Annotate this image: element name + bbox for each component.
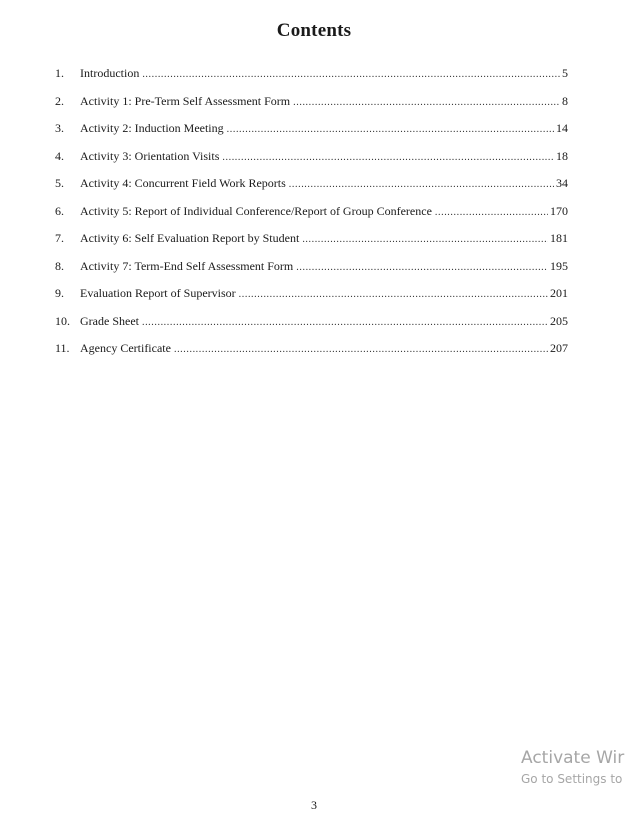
toc-entry-page: 14	[556, 121, 568, 135]
toc-entry-title: Activity 7: Term-End Self Assessment Form	[80, 258, 294, 273]
toc-entry-title: Activity 6: Self Evaluation Report by Student	[80, 231, 300, 245]
toc-entry-page: 207	[550, 341, 568, 355]
toc-entry-title: Activity 2: Induction Meeting	[80, 121, 224, 135]
toc-entry-page: 34	[556, 176, 568, 190]
toc-dot-leader	[239, 289, 548, 300]
toc-dot-leader	[142, 317, 548, 328]
toc-dot-leader	[289, 179, 554, 190]
toc-entry-number: 3.	[55, 121, 64, 135]
toc-entry-title: Grade Sheet	[80, 313, 139, 328]
toc-entry-title: Activity 5: Report of Individual Conference/Report of Group Conference	[80, 203, 432, 218]
toc-entry-page: 8	[562, 93, 568, 108]
toc-entry-page: 18	[556, 148, 568, 163]
toc-entry-title: Activity 3: Orientation Visits	[80, 148, 220, 163]
activate-windows-watermark	[521, 747, 628, 789]
page-title: Contents	[276, 20, 352, 41]
toc-entry-introduction	[55, 66, 568, 94]
toc-entry-grade-sheet	[55, 314, 568, 342]
toc-entry-page: 170	[550, 203, 568, 218]
table-of-contents	[55, 66, 568, 369]
toc-dot-leader	[293, 97, 560, 108]
toc-entry-page: 201	[550, 286, 568, 300]
toc-entry-number: 5.	[55, 176, 64, 190]
toc-entry-activity-7	[55, 259, 568, 287]
toc-entry-activity-2	[55, 121, 568, 149]
toc-dot-leader	[227, 124, 554, 135]
toc-entry-activity-3	[55, 149, 568, 177]
toc-entry-activity-4	[55, 176, 568, 204]
toc-dot-leader	[435, 207, 548, 218]
toc-entry-number: 11.	[55, 341, 70, 355]
toc-entry-number: 7.	[55, 231, 64, 245]
toc-entry-number: 2.	[55, 93, 64, 108]
toc-entry-title: Agency Certificate	[80, 341, 171, 355]
toc-entry-evaluation-report	[55, 286, 568, 314]
toc-entry-number: 6.	[55, 203, 64, 218]
toc-dot-leader	[174, 344, 548, 355]
toc-entry-number: 4.	[55, 148, 64, 163]
toc-dot-leader	[296, 262, 548, 273]
toc-entry-page: 195	[550, 258, 568, 273]
toc-entry-page: 181	[550, 231, 568, 245]
toc-entry-title: Activity 4: Concurrent Field Work Reports	[80, 176, 286, 190]
toc-dot-leader	[302, 234, 548, 245]
toc-dot-leader	[222, 152, 554, 163]
page-number: 3	[311, 798, 317, 812]
toc-entry-activity-1	[55, 94, 568, 122]
toc-entry-agency-certificate	[55, 341, 568, 369]
toc-entry-title: Evaluation Report of Supervisor	[80, 286, 236, 300]
toc-dot-leader	[142, 69, 560, 80]
toc-entry-activity-5	[55, 204, 568, 232]
watermark-title: Activate Wir	[521, 748, 625, 768]
watermark-subtitle: Go to Settings to	[521, 772, 623, 786]
toc-entry-number: 1.	[55, 66, 64, 80]
toc-entry-number: 8.	[55, 258, 64, 273]
toc-entry-number: 9.	[55, 286, 64, 300]
toc-entry-title: Introduction	[80, 66, 140, 80]
toc-entry-activity-6	[55, 231, 568, 259]
toc-entry-page: 5	[562, 66, 568, 80]
toc-entry-title: Activity 1: Pre-Term Self Assessment Form	[80, 93, 291, 108]
toc-entry-page: 205	[550, 313, 568, 328]
toc-entry-number: 10.	[55, 313, 70, 328]
